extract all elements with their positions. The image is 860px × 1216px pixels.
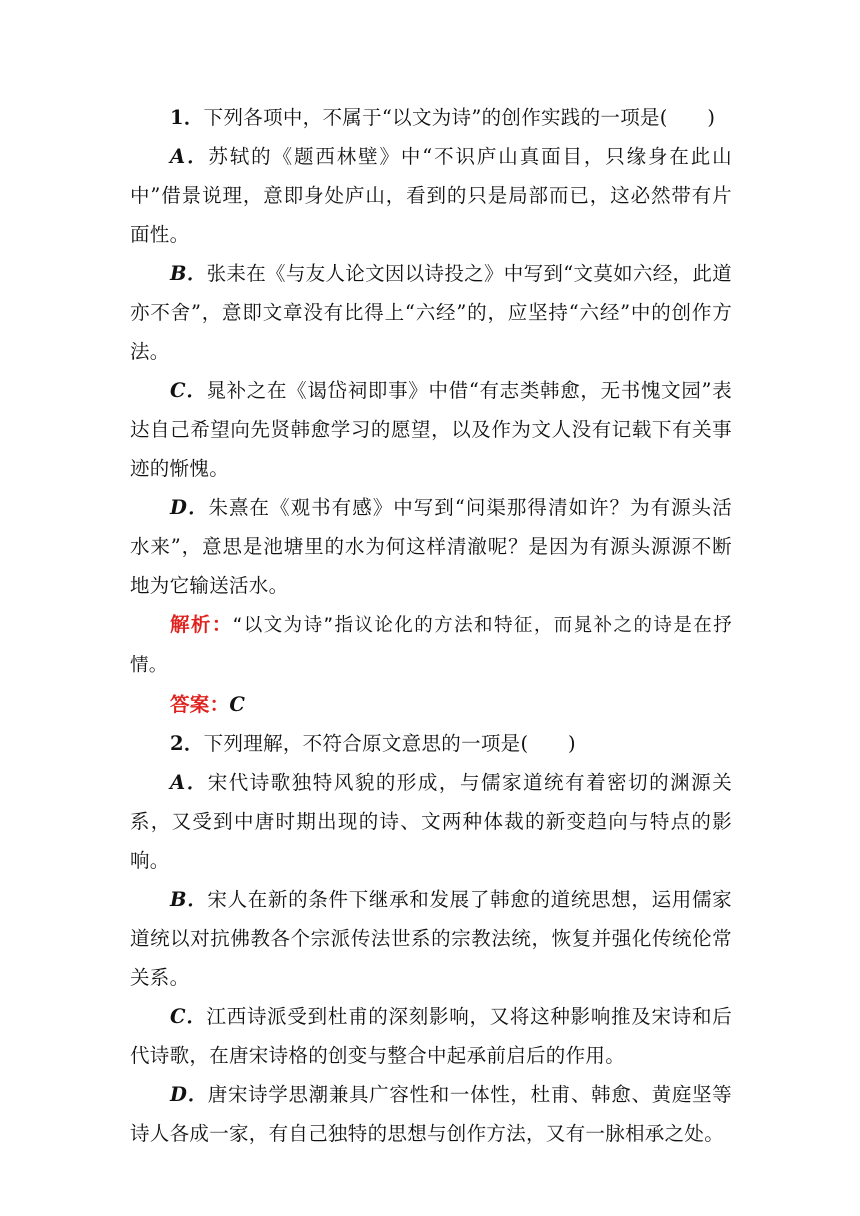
document-content [130, 98, 732, 1153]
question-1-option-d [130, 488, 732, 605]
question-2-option-c [130, 997, 732, 1075]
question-1-option-a [130, 137, 732, 254]
option-text: 朱熹在《观书有感》中写到“问渠那得清如许？为有源头活水来”，意思是池塘里的水为何这样清澈呢？是因为有源头源源不断地为它输送活水。 [130, 496, 732, 597]
option-text: 唐宋诗学思潮兼具广容性和一体性，杜甫、韩愈、黄庭坚等诗人各成一家，有自己独特的思想与创作方法，又有一脉相承之处。 [130, 1083, 732, 1145]
question-1-option-c [130, 371, 732, 488]
option-text: 苏轼的《题西林壁》中“不识庐山真面目，只缘身在此山中”借景说理，意即身处庐山，看到的只是局部而已，这必然带有片面性。 [130, 145, 732, 246]
option-text: 晁补之在《谒岱祠即事》中借“有志类韩愈，无书愧文园”表达自己希望向先贤韩愈学习的愿望，以及作为文人没有记载下有关事迹的惭愧。 [130, 379, 732, 480]
question-1-text: 下列各项中，不属于“以文为诗”的创作实践的一项是( ) [203, 106, 716, 129]
option-label: D． [170, 496, 209, 519]
question-2-option-b [130, 880, 732, 997]
answer-label: 答案： [170, 693, 230, 716]
option-label: A． [170, 771, 208, 794]
question-1-analysis [130, 605, 732, 685]
option-label: C． [170, 1005, 207, 1028]
option-label: B． [170, 262, 207, 285]
option-label: D． [170, 1083, 208, 1106]
question-1-option-b [130, 254, 732, 371]
option-label: B． [170, 888, 208, 911]
analysis-label: 解析： [170, 613, 233, 636]
option-text: 宋代诗歌独特风貌的形成，与儒家道统有着密切的渊源关系，又受到中唐时期出现的诗、文两种体裁的新变趋向与特点的影响。 [130, 771, 732, 872]
question-1-stem [130, 98, 732, 137]
question-2-option-d [130, 1075, 732, 1153]
question-1-answer [130, 685, 732, 724]
answer-value: C [229, 693, 246, 716]
option-label: A． [170, 145, 209, 168]
question-2-option-a [130, 763, 732, 880]
option-text: 张耒在《与友人论文因以诗投之》中写到“文莫如六经，此道亦不舍”，意即文章没有比得上“六经”的，应坚持“六经”中的创作方法。 [130, 262, 732, 363]
question-2-number: 2． [170, 732, 204, 755]
option-text: 宋人在新的条件下继承和发展了韩愈的道统思想，运用儒家道统以对抗佛教各个宗派传法世系的宗教法统，恢复并强化传统伦常关系。 [130, 888, 732, 989]
question-2-stem [130, 724, 732, 763]
option-label: C． [170, 379, 207, 402]
analysis-text: “以文为诗”指议论化的方法和特征，而晁补之的诗是在抒情。 [130, 615, 732, 676]
question-1-number: 1． [170, 106, 204, 129]
option-text: 江西诗派受到杜甫的深刻影响，又将这种影响推及宋诗和后代诗歌，在唐宋诗格的创变与整合中起承前启后的作用。 [130, 1005, 732, 1067]
question-2-text: 下列理解，不符合原文意思的一项是( ) [203, 732, 576, 755]
